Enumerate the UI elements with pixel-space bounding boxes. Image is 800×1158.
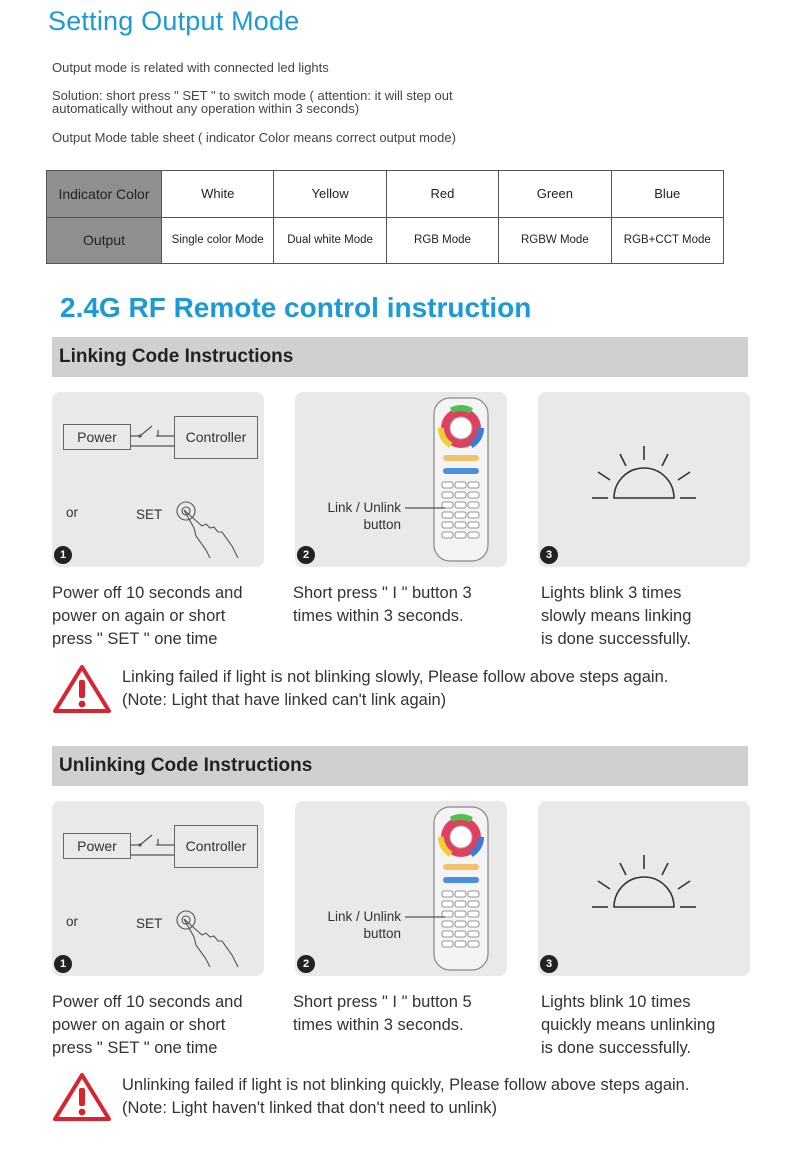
caption-line: times within 3 seconds. <box>293 1016 464 1034</box>
unlinking-step2-caption <box>293 991 472 1037</box>
caption-line: Power off 10 seconds and <box>52 584 243 602</box>
table-row-header-output: Output <box>47 217 162 264</box>
caption-line: Lights blink 10 times <box>541 993 691 1011</box>
linking-step2-panel <box>295 392 507 567</box>
caption-line: power on again or short <box>52 1016 226 1034</box>
table-cell-color: Blue <box>611 171 723 218</box>
link-unlink-label: Link / Unlink <box>327 500 401 515</box>
output-mode-line1: Output mode is related with connected led lights <box>52 60 329 75</box>
power-box <box>63 833 131 859</box>
light-blink-icon <box>588 442 700 504</box>
table-cell-color: Green <box>499 171 611 218</box>
unlinking-section-header <box>52 746 748 786</box>
output-mode-line2a: Solution: short press " SET " to switch mode ( attention: it will step out <box>52 88 453 103</box>
caption-line: Short press " I " button 5 <box>293 993 472 1011</box>
pointer-line-icon <box>405 506 445 510</box>
set-label: SET <box>136 916 163 931</box>
unlinking-step2-panel <box>295 801 507 976</box>
link-unlink-label-2: button <box>363 926 401 941</box>
table-cell-mode: RGBW Mode <box>499 217 611 264</box>
linking-warning-text <box>122 666 668 712</box>
output-mode-table <box>46 170 724 264</box>
linking-step3-panel <box>538 392 750 567</box>
hand-press-icon <box>172 498 242 560</box>
power-label: Power <box>77 429 117 445</box>
table-cell-color: Red <box>386 171 498 218</box>
or-label: or <box>66 505 79 520</box>
table-cell-mode: Dual white Mode <box>274 217 386 264</box>
light-blink-icon <box>588 851 700 913</box>
caption-line: press " SET " one time <box>52 1039 218 1057</box>
output-mode-line3: Output Mode table sheet ( indicator Color means correct output mode) <box>52 130 456 145</box>
rf-title: 2.4G RF Remote control instruction <box>60 292 532 323</box>
unlinking-warning-text <box>122 1074 689 1120</box>
switch-icon <box>130 420 176 452</box>
linking-step3-caption <box>541 582 691 651</box>
controller-box <box>174 416 258 459</box>
step-badge: 2 <box>297 955 315 973</box>
warning-triangle-icon <box>52 664 112 714</box>
caption-line: is done successfully. <box>541 1039 692 1057</box>
caption-line: times within 3 seconds. <box>293 607 464 625</box>
set-label: SET <box>136 507 163 522</box>
unlinking-step1-caption <box>52 991 243 1060</box>
linking-section-header <box>52 337 748 377</box>
caption-line: power on again or short <box>52 607 226 625</box>
unlinking-step3-caption <box>541 991 715 1060</box>
link-unlink-label: Link / Unlink <box>327 909 401 924</box>
caption-line: is done successfully. <box>541 630 692 648</box>
hand-press-icon <box>172 907 242 969</box>
power-box <box>63 424 131 450</box>
caption-line: Lights blink 3 times <box>541 584 682 602</box>
warning-line: (Note: Light that have linked can't link again) <box>122 691 447 709</box>
linking-step2-caption <box>293 582 472 628</box>
caption-line: quickly means unlinking <box>541 1016 716 1034</box>
caption-line: press " SET " one time <box>52 630 218 648</box>
linking-header-text: Linking Code Instructions <box>59 346 294 367</box>
linking-step1-panel <box>52 392 264 567</box>
warning-triangle-icon <box>52 1072 112 1122</box>
step-badge: 2 <box>297 546 315 564</box>
output-mode-title: Setting Output Mode <box>48 6 300 36</box>
warning-line: (Note: Light haven't linked that don't need to unlink) <box>122 1099 498 1117</box>
controller-label: Controller <box>185 838 247 854</box>
switch-icon <box>130 829 176 861</box>
table-cell-mode: RGB+CCT Mode <box>611 217 723 264</box>
pointer-line-icon <box>405 915 445 919</box>
power-label: Power <box>77 838 117 854</box>
table-row <box>47 217 724 264</box>
remote-control-icon <box>433 806 489 971</box>
or-label: or <box>66 914 79 929</box>
table-cell-mode: RGB Mode <box>386 217 498 264</box>
table-row <box>47 171 724 218</box>
warning-line: Linking failed if light is not blinking slowly, Please follow above steps again. <box>122 668 669 686</box>
step-badge: 3 <box>540 546 558 564</box>
table-cell-mode: Single color Mode <box>162 217 274 264</box>
unlinking-step1-panel <box>52 801 264 976</box>
caption-line: slowly means linking <box>541 607 692 625</box>
unlinking-step3-panel <box>538 801 750 976</box>
warning-line: Unlinking failed if light is not blinking quickly, Please follow above steps again. <box>122 1076 690 1094</box>
step-badge: 1 <box>54 955 72 973</box>
controller-label: Controller <box>185 429 247 445</box>
step-badge: 1 <box>54 546 72 564</box>
table-cell-color: Yellow <box>274 171 386 218</box>
step-badge: 3 <box>540 955 558 973</box>
unlinking-header-text: Unlinking Code Instructions <box>59 755 313 776</box>
linking-step1-caption <box>52 582 243 651</box>
table-cell-color: White <box>162 171 274 218</box>
output-mode-line2b: automatically without any operation within 3 seconds) <box>52 101 360 116</box>
caption-line: Short press " I " button 3 <box>293 584 472 602</box>
remote-control-icon <box>433 397 489 562</box>
table-row-header-indicator: Indicator Color <box>47 171 162 218</box>
caption-line: Power off 10 seconds and <box>52 993 243 1011</box>
controller-box <box>174 825 258 868</box>
link-unlink-label-2: button <box>363 517 401 532</box>
